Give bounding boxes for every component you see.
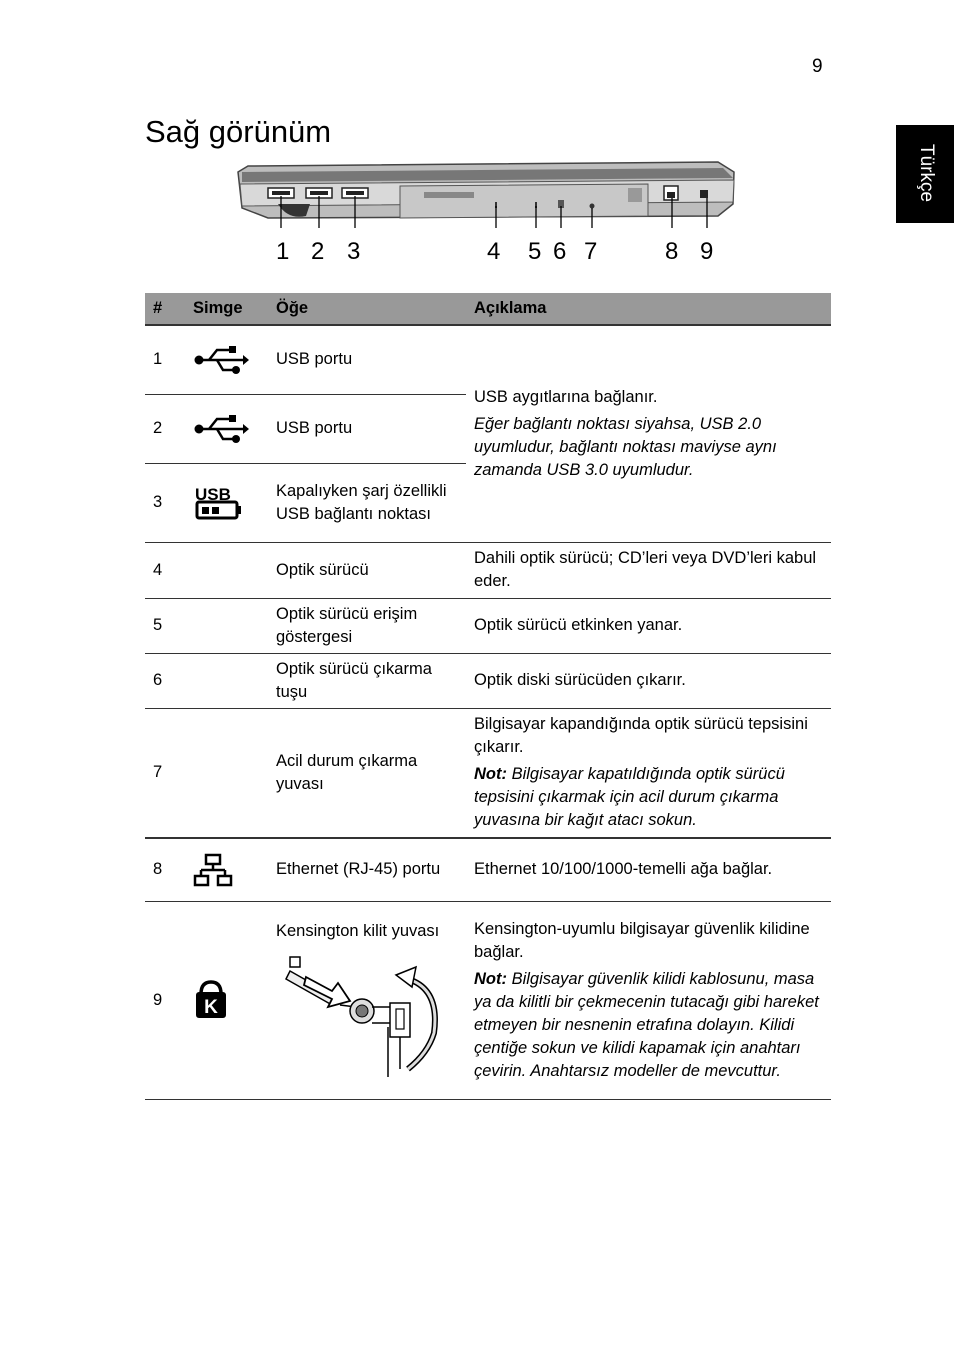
row-description: Optik diski sürücüden çıkarır.	[466, 653, 831, 708]
row-item: Kensington kilit yuvası	[276, 921, 440, 940]
callout-1: 1	[276, 238, 290, 265]
row-description: Ethernet 10/100/1000-temelli ağa bağlar.	[466, 838, 831, 901]
ethernet-icon	[185, 838, 268, 901]
row-description: Dahili optik sürücü; CD’leri veya DVD’leri kabul eder.	[466, 542, 831, 598]
row-item: Acil durum çıkarma yuvası	[268, 708, 466, 838]
row-number: 1	[145, 325, 185, 394]
row-description-cell	[466, 901, 831, 1099]
row-number: 2	[145, 394, 185, 463]
row-item: Optik sürücü çıkarma tuşu	[268, 653, 466, 708]
row-number: 7	[145, 708, 185, 838]
row-description: Kensington-uyumlu bilgisayar güvenlik kilidine bağlar.	[474, 919, 810, 961]
callout-5: 5	[528, 238, 542, 265]
table-row	[145, 653, 831, 708]
svg-text:K: K	[204, 997, 218, 1018]
usb-description: USB aygıtlarına bağlanır.	[474, 387, 658, 406]
language-tab	[896, 125, 954, 223]
usb-charge-icon	[185, 463, 268, 542]
kensington-lock-illustration	[276, 949, 446, 1079]
row-description-cell	[466, 708, 831, 838]
table-row	[145, 838, 831, 901]
row-item: Optik sürücü	[268, 542, 466, 598]
table-header-row	[145, 293, 831, 325]
table-row	[145, 598, 831, 653]
row-item: USB portu	[268, 394, 466, 463]
header-item: Öğe	[268, 293, 466, 325]
row-number: 5	[145, 598, 185, 653]
table-row	[145, 325, 831, 394]
usb-note: Eğer bağlantı noktası siyahsa, USB 2.0 uyumludur, bağlantı noktası maviyse aynı zamanda USB 3.0 uyumludur.	[474, 414, 777, 479]
page-number: 9	[812, 56, 823, 77]
row-note	[474, 763, 831, 832]
note-text: Bilgisayar kapatıldığında optik sürücü tepsisini çıkarmak için acil durum çıkarma yuvasına bir kağıt atacı sokun.	[474, 765, 785, 830]
laptop-right-side-illustration	[228, 158, 740, 228]
row-description: Optik sürücü etkinken yanar.	[466, 598, 831, 653]
row-item: Kapalıyken şarj özellikli USB bağlantı noktası	[268, 463, 466, 542]
kensington-lock-icon	[185, 901, 268, 1099]
row-item: Ethernet (RJ-45) portu	[268, 838, 466, 901]
callout-2: 2	[311, 238, 325, 265]
row-number: 4	[145, 542, 185, 598]
callout-9: 9	[700, 238, 714, 265]
row-number: 6	[145, 653, 185, 708]
row-number: 9	[145, 901, 185, 1099]
table-row	[145, 542, 831, 598]
usb-icon	[185, 394, 268, 463]
usb-icon	[185, 325, 268, 394]
table-row	[145, 708, 831, 838]
row-number: 8	[145, 838, 185, 901]
header-description: Açıklama	[466, 293, 831, 325]
note-label: Not:	[474, 765, 507, 784]
row-description: Bilgisayar kapandığında optik sürücü tepsisini çıkarır.	[474, 715, 808, 757]
row-item: Optik sürücü erişim göstergesi	[268, 598, 466, 653]
note-label: Not:	[474, 969, 507, 988]
callout-7: 7	[584, 238, 598, 265]
row-note	[474, 968, 831, 1083]
callout-4: 4	[487, 238, 501, 265]
table-row	[145, 901, 831, 1099]
note-text: Bilgisayar güvenlik kilidi kablosunu, masa ya da kilitli bir çekmecenin tutacağı gibi hareket etmeyen bir nesnenin etrafına dolayın. Kilidi çentiğe sokun ve kilidi kapamak için anahtarı çevirin. Anahtarsız modeller de mevcuttur.	[474, 969, 819, 1080]
header-icon: Simge	[185, 293, 268, 325]
svg-text:USB: USB	[195, 484, 231, 504]
row-item-cell	[268, 901, 466, 1099]
callout-6: 6	[553, 238, 567, 265]
header-number: #	[145, 293, 185, 325]
language-tab-label: Türkçe	[916, 143, 937, 203]
ports-table	[145, 293, 831, 1100]
page-title: Sağ görünüm	[145, 114, 332, 149]
row-item: USB portu	[268, 325, 466, 394]
callout-3: 3	[347, 238, 361, 265]
callout-8: 8	[665, 238, 679, 265]
usb-description-cell	[466, 325, 831, 542]
row-number: 3	[145, 463, 185, 542]
